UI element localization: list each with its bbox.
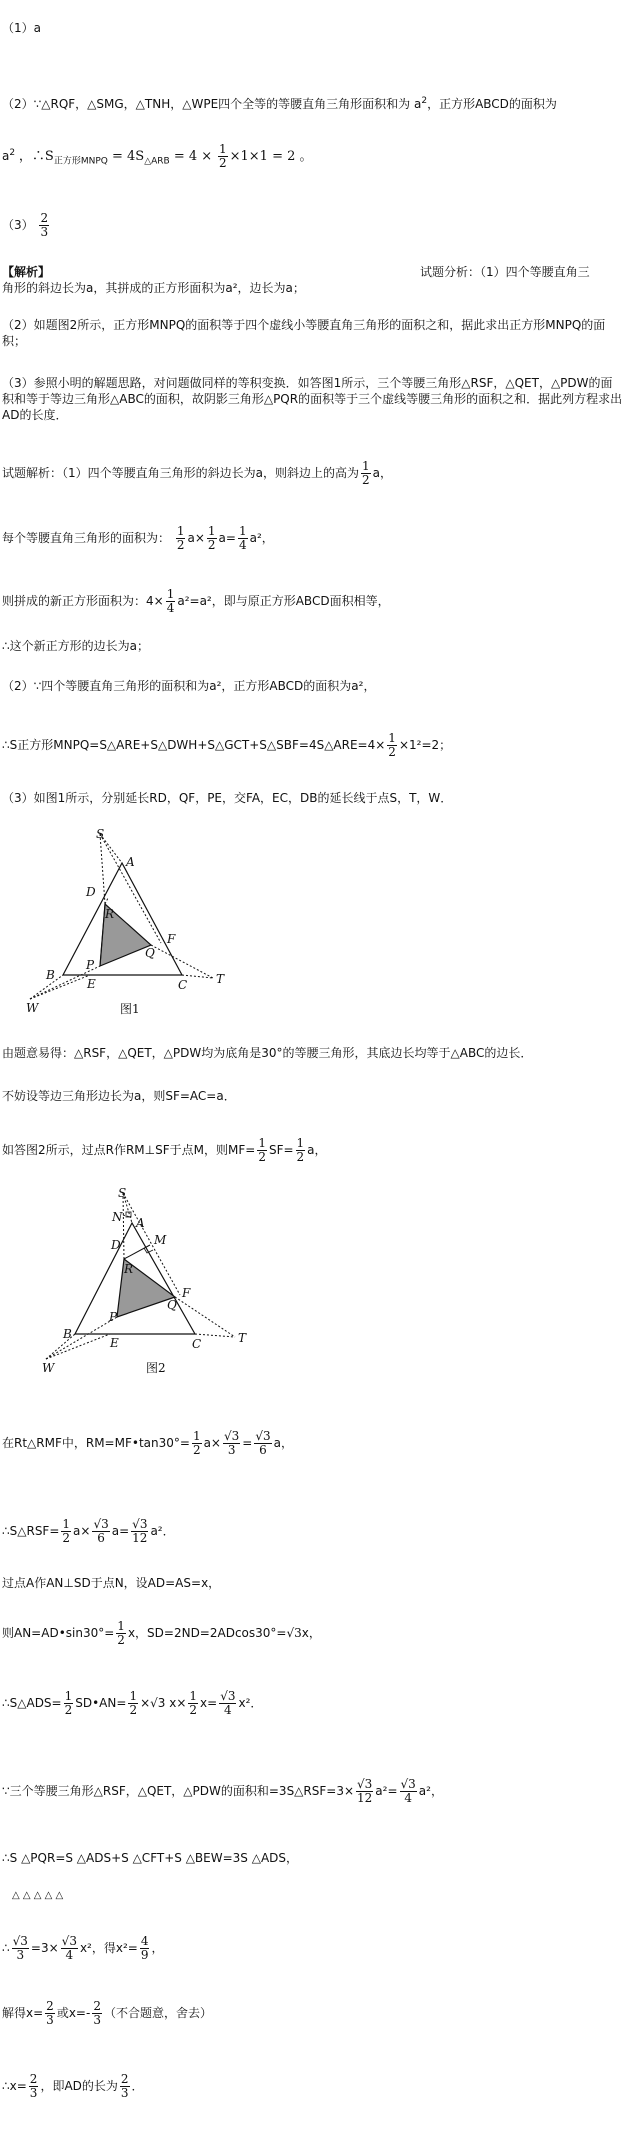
solution-11: 在Rt△RMF中，RM=MF•tan30°= $\frac{1}{2}$ a× $\frac{√3}{3}$ = $\frac{√3}{6}$ a，	[2, 1429, 293, 1457]
svg-text:Q: Q	[167, 1298, 177, 1312]
fraction: $\frac{4}{9}$	[140, 1934, 149, 1962]
solution-2: 每个等腰直角三角形的面积为： $\frac{1}{2}$ a× $\frac{1}{2}$ a= $\frac{1}{4}$ a²，	[2, 524, 274, 552]
fraction: $\frac{1}{4}$	[166, 587, 175, 615]
fraction: $\frac{2}{3}$	[40, 211, 49, 239]
solution-8: 由题意易得：△RSF，△QET，△PDW均为底角是30°的等腰三角形，其底边长均等于△ABC的边长．	[2, 1046, 533, 1060]
solution-13: 过点A作AN⊥SD于点N，设AD=AS=x，	[2, 1576, 221, 1590]
figure-1-caption: 图1	[120, 1002, 140, 1016]
svg-text:B: B	[63, 1327, 72, 1341]
figure-2-caption: 图2	[146, 1361, 166, 1375]
fraction: $\frac{√3}{4}$	[400, 1777, 416, 1805]
svg-text:E: E	[87, 977, 96, 991]
fraction: $\frac{1}{2}$	[117, 1619, 125, 1647]
fraction: $\frac{1}{4}$	[238, 524, 247, 552]
solution-7: （3）如图1所示，分别延长RD，QF，PE，交FA，EC，DB的延长线于点S，T，W．	[2, 791, 453, 805]
svg-text:E: E	[110, 1336, 119, 1350]
svg-text:A: A	[126, 855, 135, 869]
figure-1	[20, 826, 230, 1026]
fraction: $\frac{1}{2}$	[189, 1689, 198, 1717]
svg-text:R: R	[105, 907, 115, 921]
solution-19: 解得x= $\frac{2}{3}$ 或x=- $\frac{2}{3}$ （不合题意，舍去）	[2, 1999, 212, 2027]
fraction: $\frac{√3}{12}$	[132, 1517, 148, 1545]
svg-text:P: P	[86, 958, 95, 972]
svg-text:T: T	[238, 1331, 247, 1345]
analysis-p3: （3）参照小明的解题思路，对问题做同样的等积变换．如答图1所示，三个等腰三角形△RSF，△QET，△PDW的面积和等于等边三角形△ABC的面积，故阴影三角形△PQR的面积等于三个虚线等腰三角形的面积之和．据此列方程求出AD的长度．	[2, 376, 623, 422]
fraction: $\frac{1}{2}$	[258, 1136, 266, 1164]
fraction: $\frac{√3}{6}$	[93, 1517, 109, 1545]
analysis-title: 试题分析：（1）四个等腰直角三	[420, 265, 590, 279]
fraction: $\frac{2}{3}$	[120, 2072, 129, 2100]
svg-text:Q: Q	[145, 946, 155, 960]
svg-text:A: A	[136, 1216, 145, 1230]
solution-9: 不妨设等边三角形边长为a，则SF=AC=a．	[2, 1089, 236, 1103]
right-angle-mark	[144, 1248, 153, 1253]
solution-3: 则拼成的新正方形面积为：4× $\frac{1}{4}$ a²=a²，即与原正方形ABCD面积相等，	[2, 587, 390, 615]
solution-4: ∴这个新正方形的边长为a；	[2, 639, 149, 653]
solution-1: 试题解析：（1）四个等腰直角三角形的斜边长为a，则斜边上的高为 $\frac{1}{2}$ a，	[2, 459, 392, 487]
fraction: $\frac{√3}{6}$	[255, 1429, 271, 1457]
svg-text:F: F	[167, 932, 176, 946]
fraction: $\frac{1}{2}$	[218, 142, 227, 170]
svg-text:R: R	[124, 1262, 134, 1276]
solution-17-triangles: △ △ △ △ △	[12, 1890, 64, 1901]
svg-text:P: P	[109, 1310, 118, 1324]
svg-text:T: T	[216, 972, 225, 986]
fraction: $\frac{1}{2}$	[362, 459, 370, 487]
analysis-p1: 角形的斜边长为a，其拼成的正方形面积为a²，边长为a；	[2, 281, 305, 295]
solution-16: ∵三个等腰三角形△RSF，△QET，△PDW的面积和=3S△RSF=3× $\frac{√3}{12}$ a²= $\frac{√3}{4}$ a²，	[2, 1777, 443, 1805]
fraction: $\frac{2}{3}$	[29, 2072, 38, 2100]
answer-3: （3） $\frac{2}{3}$	[2, 211, 49, 239]
svg-text:W: W	[42, 1361, 55, 1375]
fraction: $\frac{1}{2}$	[129, 1689, 138, 1717]
fraction: $\frac{1}{2}$	[296, 1136, 305, 1164]
solution-17: ∴S △PQR=S △ADS+S △CFT+S △BEW=3S △ADS，	[2, 1851, 299, 1865]
fraction: $\frac{1}{2}$	[64, 1689, 73, 1717]
fraction: $\frac{2}{3}$	[46, 1999, 54, 2027]
solution-20: ∴x= $\frac{2}{3}$ ，即AD的长为 $\frac{2}{3}$ ．	[2, 2072, 144, 2100]
fraction: $\frac{√3}{12}$	[357, 1777, 373, 1805]
solution-14: 则AN=AD•sin30°= $\frac{1}{2}$ x，SD=2ND=2ADcos30°=√3x，	[2, 1619, 321, 1647]
answer-1: （1）a	[2, 21, 41, 35]
fraction: $\frac{1}{2}$	[207, 524, 216, 552]
fraction: $\frac{√3}{3}$	[12, 1934, 28, 1962]
solution-10: 如答图2所示，过点R作RM⊥SF于点M，则MF= $\frac{1}{2}$ SF= $\frac{1}{2}$ a，	[2, 1136, 327, 1164]
svg-text:C: C	[178, 978, 188, 992]
svg-text:N: N	[112, 1210, 123, 1224]
solution-5: （2）∵四个等腰直角三角形的面积和为a²，正方形ABCD的面积为a²，	[2, 679, 376, 693]
figure-2	[30, 1185, 260, 1385]
svg-text:B: B	[46, 968, 55, 982]
solution-6: ∴S正方形MNPQ=S△ARE+S△DWH+S△GCT+S△SBF=4S△ARE=4× $\frac{1}{2}$ ×1²=2；	[2, 731, 452, 759]
svg-text:C: C	[192, 1337, 202, 1351]
fraction: $\frac{1}{2}$	[176, 524, 185, 552]
svg-text:D: D	[111, 1238, 121, 1252]
svg-text:D: D	[86, 885, 96, 899]
label-s: S	[96, 827, 105, 841]
fraction: $\frac{√3}{4}$	[220, 1689, 236, 1717]
fraction: $\frac{√3}{4}$	[61, 1934, 77, 1962]
analysis-label: 【解析】	[2, 265, 51, 279]
svg-text:W: W	[26, 1001, 39, 1015]
svg-text:S: S	[118, 1186, 127, 1200]
answer-2-line2: $a^2$ ，$\therefore S_{正方形MNPQ} = 4S_{\triangle ARB} = 4$ × $\frac{1}{2}$ ×1×1 = 2 。	[2, 142, 313, 170]
solution-12: ∴S△RSF= $\frac{1}{2}$ a× $\frac{√3}{6}$ a= $\frac{√3}{12}$ a²．	[2, 1517, 175, 1545]
fraction: $\frac{1}{2}$	[62, 1517, 71, 1545]
analysis-p2: （2）如题图2所示，正方形MNPQ的面积等于四个虚线小等腰直角三角形的面积之和，据此求出正方形MNPQ的面积；	[2, 318, 606, 348]
solution-18: ∴ $\frac{√3}{3}$ =3× $\frac{√3}{4}$ x²，得x²= $\frac{4}{9}$ ，	[2, 1934, 164, 1962]
solution-15: ∴S△ADS= $\frac{1}{2}$ SD•AN= $\frac{1}{2}$ ×√3 x× $\frac{1}{2}$ x= $\frac{√3}{4}$ x²．	[2, 1689, 263, 1717]
fraction: $\frac{√3}{3}$	[224, 1429, 240, 1457]
svg-text:M: M	[154, 1233, 167, 1247]
svg-text:F: F	[182, 1286, 191, 1300]
fraction: $\frac{1}{2}$	[192, 1429, 201, 1457]
dashed-extensions	[30, 834, 213, 999]
fraction: $\frac{2}{3}$	[93, 1999, 101, 2027]
fraction: $\frac{1}{2}$	[388, 731, 396, 759]
answer-2-line1: （2）∵△RQF，△SMG，△TNH，△WPE四个全等的等腰直角三角形面积和为 $a^2$，正方形ABCD的面积为	[2, 96, 557, 111]
